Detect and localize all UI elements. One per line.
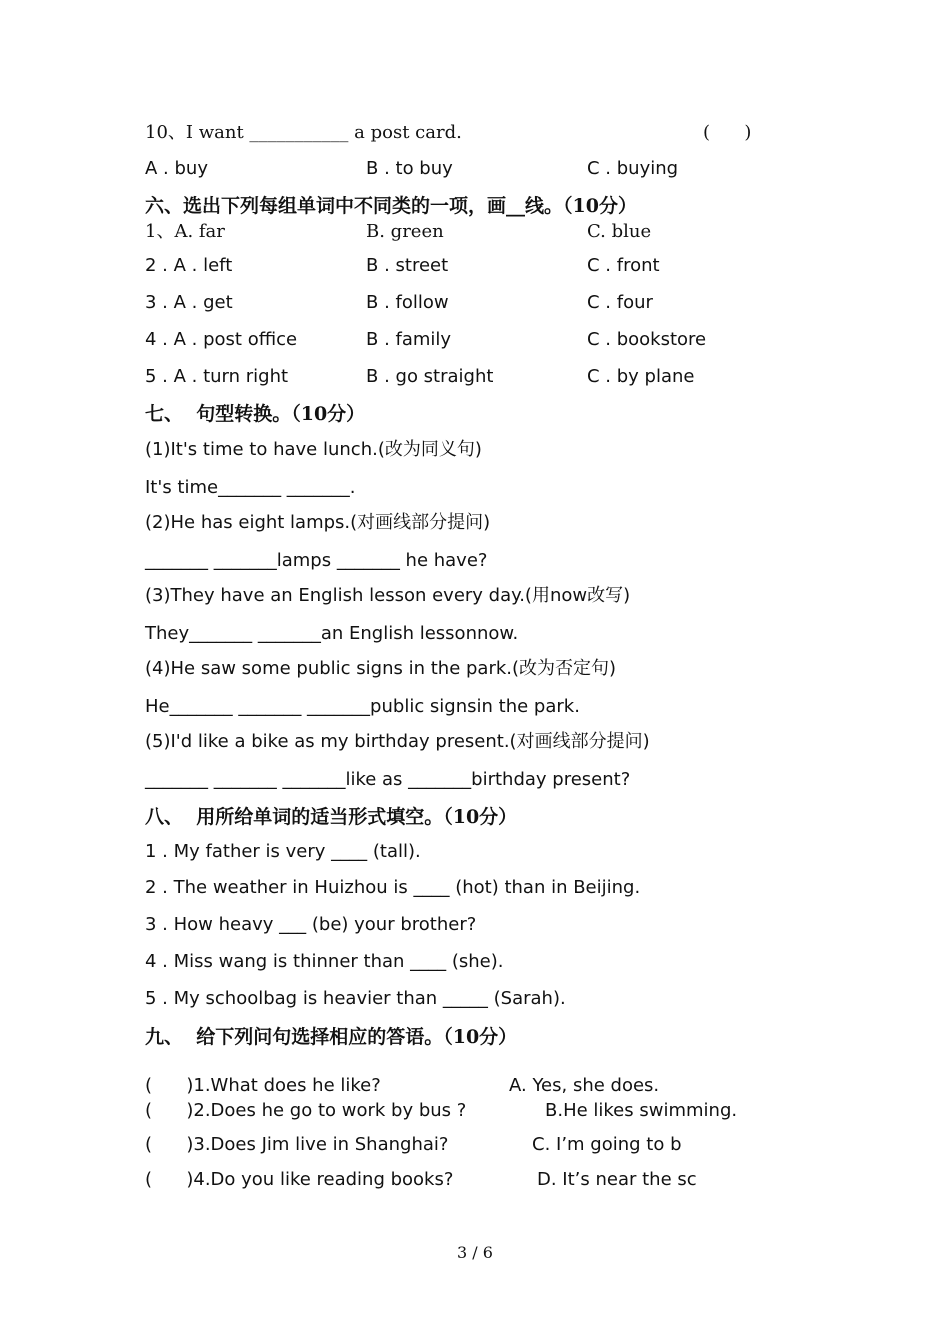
s8-line3: 3 . How heavy ___ (be) your brother? — [145, 914, 477, 935]
s6-row3-b: B . follow — [366, 292, 449, 313]
s8-line5: 5 . My schoolbag is heavier than _____ (Sarah). — [145, 988, 566, 1009]
s9-a1: A. Yes, she does. — [509, 1075, 660, 1096]
s9-a4: D. It’s near the sc — [537, 1169, 697, 1190]
s8-line2: 2 . The weather in Huizhou is ____ (hot) than in Beijing. — [145, 877, 641, 898]
q10-option-a: A . buy — [145, 158, 208, 179]
section9-title: 九、 给下列问句选择相应的答语。（10分） — [145, 1026, 518, 1048]
s9-q4: ( )4.Do you like reading books? — [145, 1169, 454, 1190]
s7-line5: (3)They have an English lesson every day.(用now改写) — [145, 585, 631, 606]
s6-row5-c: C . by plane — [587, 366, 695, 387]
q10-option-c: C . buying — [587, 158, 679, 179]
s6-row3-c: C . four — [587, 292, 653, 313]
s6-row3-a: 3 . A . get — [145, 292, 233, 313]
s6-row1-c: C. blue — [587, 221, 652, 242]
s9-q2: ( )2.Does he go to work by bus ? — [145, 1100, 467, 1121]
s6-row5-b: B . go straight — [366, 366, 494, 387]
s7-line6: They_______ _______an English lessonnow. — [145, 623, 519, 644]
s9-a3: C. I’m going to b — [532, 1134, 682, 1155]
section8-title: 八、 用所给单词的适当形式填空。（10分） — [145, 806, 518, 828]
s6-row5-a: 5 . A . turn right — [145, 366, 289, 387]
page-number: 3 / 6 — [457, 1243, 493, 1262]
s7-line2: It's time_______ _______. — [145, 477, 356, 498]
s6-row2-c: C . front — [587, 255, 660, 276]
s7-line3: (2)He has eight lamps.(对画线部分提问) — [145, 512, 491, 533]
s7-line8: He_______ _______ _______public signsin the park. — [145, 696, 580, 717]
s8-line4: 4 . Miss wang is thinner than ____ (she). — [145, 951, 504, 972]
section6-title: 六、选出下列每组单词中不同类的一项，画__线。（10分） — [145, 195, 637, 217]
s6-row2-a: 2 . A . left — [145, 255, 233, 276]
s6-row4-a: 4 . A . post office — [145, 329, 298, 350]
s6-row1-b: B. green — [366, 221, 444, 242]
section7-title: 七、 句型转换。（10分） — [145, 403, 366, 425]
s6-row4-b: B . family — [366, 329, 452, 350]
s6-row4-c: C . bookstore — [587, 329, 707, 350]
q10-stem: 10、I want ___________ a post card. — [145, 122, 462, 143]
s7-line4: _______ _______lamps _______ he have? — [145, 550, 488, 571]
s7-line1: (1)It's time to have lunch.(改为同义句) — [145, 439, 482, 460]
q10-answer-paren: ( ) — [703, 122, 752, 143]
s8-line1: 1 . My father is very ____ (tall). — [145, 841, 421, 862]
s7-line10: _______ _______ _______like as _______birthday present? — [145, 769, 631, 790]
s6-row1-a: 1、A. far — [145, 221, 225, 242]
s9-a2: B.He likes swimming. — [545, 1100, 738, 1121]
s7-line9: (5)I'd like a bike as my birthday present.(对画线部分提问) — [145, 731, 650, 752]
s6-row2-b: B . street — [366, 255, 449, 276]
q10-option-b: B . to buy — [366, 158, 453, 179]
s9-q3: ( )3.Does Jim live in Shanghai? — [145, 1134, 449, 1155]
s7-line7: (4)He saw some public signs in the park.(改为否定句) — [145, 658, 617, 679]
s9-q1: ( )1.What does he like? — [145, 1075, 381, 1096]
